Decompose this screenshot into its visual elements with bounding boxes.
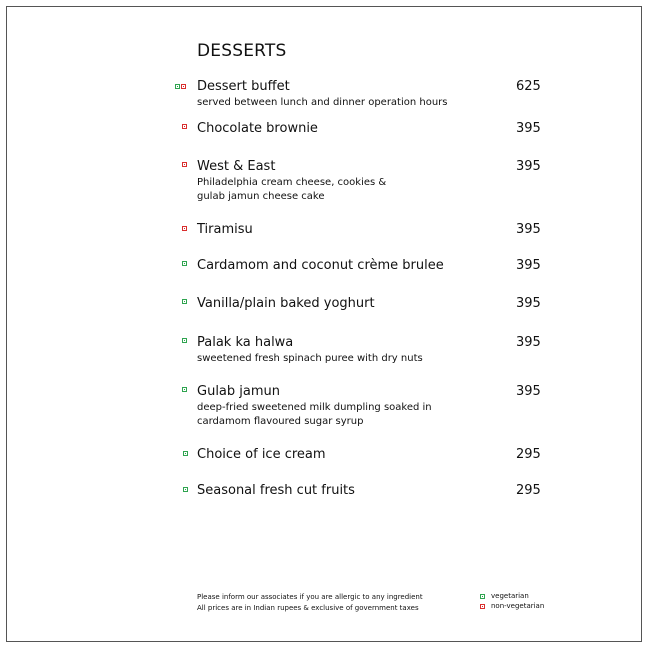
item-price: 395 [516, 384, 541, 399]
item-name: Seasonal fresh cut fruits [197, 483, 355, 498]
menu-item-west-and-east [197, 159, 539, 203]
menu-item-dessert-buffet [197, 79, 539, 110]
item-name: Chocolate brownie [197, 121, 318, 136]
item-price: 295 [516, 483, 541, 498]
non-veg-mark-icon [181, 84, 186, 89]
menu-item-creme-brulee [197, 258, 539, 274]
tax-note: All prices are in Indian rupees & exclusive of government taxes [197, 603, 419, 612]
menu-item-baked-yoghurt [197, 296, 539, 312]
veg-mark-icon [182, 387, 187, 392]
item-name: West & East [197, 159, 276, 174]
non-veg-mark-icon [480, 604, 485, 609]
veg-mark-icon [175, 84, 180, 89]
legend-non-vegetarian: non-vegetarian [491, 602, 545, 610]
item-description: gulab jamun cheese cake [197, 190, 325, 202]
item-price: 625 [516, 79, 541, 94]
item-price: 395 [516, 296, 541, 311]
allergy-note: Please inform our associates if you are allergic to any ingredient [197, 593, 423, 601]
veg-mark-icon [183, 451, 188, 456]
item-price: 295 [516, 447, 541, 462]
veg-mark-icon [182, 299, 187, 304]
item-description: deep-fried sweetened milk dumpling soaked in [197, 402, 432, 413]
item-description: cardamom flavoured sugar syrup [197, 415, 364, 427]
menu-item-chocolate-brownie [197, 121, 539, 137]
menu-item-palak-ka-halwa [197, 335, 539, 366]
non-veg-mark-icon [182, 162, 187, 167]
item-name: Dessert buffet [197, 79, 290, 94]
legend-vegetarian: vegetarian [491, 592, 529, 600]
item-price: 395 [516, 335, 541, 350]
item-price: 395 [516, 258, 541, 273]
menu-item-ice-cream [197, 447, 539, 463]
item-price: 395 [516, 121, 541, 136]
non-veg-mark-icon [182, 124, 187, 129]
item-name: Palak ka halwa [197, 335, 294, 350]
veg-mark-icon [183, 487, 188, 492]
menu-item-tiramisu [197, 222, 539, 238]
item-name: Cardamom and coconut crème brulee [197, 258, 444, 273]
veg-mark-icon [182, 338, 187, 343]
item-description: served between lunch and dinner operation hours [197, 97, 448, 108]
item-name: Choice of ice cream [197, 447, 326, 462]
item-name: Gulab jamun [197, 384, 280, 399]
item-price: 395 [516, 159, 541, 174]
item-description: Philadelphia cream cheese, cookies & [197, 177, 387, 188]
veg-mark-icon [182, 261, 187, 266]
item-name: Tiramisu [197, 222, 253, 237]
veg-mark-icon [480, 594, 485, 599]
menu-item-fresh-fruits [197, 483, 539, 499]
footer-notes [197, 592, 423, 613]
item-price: 395 [516, 222, 541, 237]
page-title: DESSERTS [197, 41, 287, 61]
item-name: Vanilla/plain baked yoghurt [197, 296, 375, 311]
item-description: sweetened fresh spinach puree with dry nuts [197, 353, 423, 364]
menu-item-gulab-jamun [197, 384, 539, 428]
non-veg-mark-icon [182, 226, 187, 231]
